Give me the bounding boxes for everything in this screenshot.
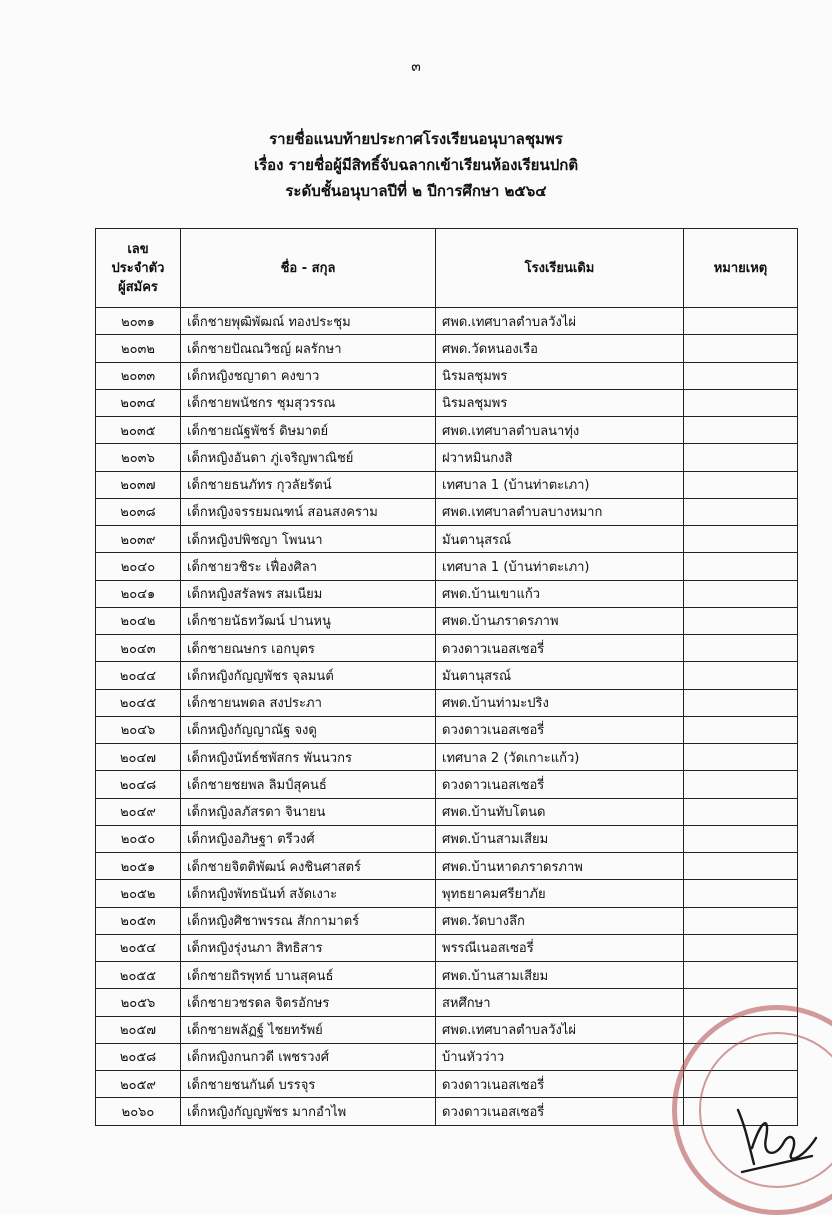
cell-remarks	[684, 389, 798, 416]
cell-name: เด็กหญิงจรรยมณฑน์ สอนสงคราม	[181, 498, 436, 525]
cell-name: เด็กชายจิตติพัฒน์ คงชินศาสตร์	[181, 853, 436, 880]
table-row	[96, 1016, 798, 1043]
cell-remarks	[684, 526, 798, 553]
cell-previous-school: ศพด.บ้านสามเสียม	[436, 962, 684, 989]
cell-previous-school: ดวงดาวเนอสเซอรี่	[436, 1098, 684, 1125]
cell-previous-school: ศพด.วัดบางลึก	[436, 907, 684, 934]
cell-applicant-id: ๒๐๓๘	[96, 498, 181, 525]
cell-applicant-id: ๒๐๓๒	[96, 335, 181, 362]
cell-remarks	[684, 308, 798, 335]
cell-remarks	[684, 498, 798, 525]
applicant-table	[95, 228, 798, 1126]
cell-previous-school: ศพด.เทศบาลตำบลบางหมาก	[436, 498, 684, 525]
cell-previous-school: ศพด.บ้านหาดภราดรภาพ	[436, 853, 684, 880]
table-row	[96, 825, 798, 852]
header-applicant-id: เลข ประจำตัว ผู้สมัคร	[96, 229, 181, 308]
table-row	[96, 662, 798, 689]
cell-remarks	[684, 335, 798, 362]
table-row	[96, 771, 798, 798]
cell-name: เด็กชายชยพล ลิมป์สุคนธ์	[181, 771, 436, 798]
cell-name: เด็กชายณัฐพัชร์ ดิษมาตย์	[181, 417, 436, 444]
cell-previous-school: ดวงดาวเนอสเซอรี่	[436, 635, 684, 662]
cell-remarks	[684, 607, 798, 634]
cell-previous-school: มันตานุสรณ์	[436, 526, 684, 553]
table-header-row	[96, 229, 798, 308]
cell-remarks	[684, 362, 798, 389]
cell-applicant-id: ๒๐๕๗	[96, 1016, 181, 1043]
cell-applicant-id: ๒๐๔๖	[96, 716, 181, 743]
cell-name: เด็กชายพลัฏฐ์ ไชยทรัพย์	[181, 1016, 436, 1043]
cell-previous-school: เทศบาล 1 (บ้านท่าตะเภา)	[436, 471, 684, 498]
table-row	[96, 635, 798, 662]
cell-remarks	[684, 907, 798, 934]
heading-line-3: ระดับชั้นอนุบาลปีที่ ๒ ปีการศึกษา ๒๕๖๔	[285, 182, 547, 200]
cell-previous-school: ดวงดาวเนอสเซอรี่	[436, 771, 684, 798]
document-heading	[0, 126, 832, 204]
cell-remarks	[684, 662, 798, 689]
cell-name: เด็กชายปัณณวิชญ์ ผลรักษา	[181, 335, 436, 362]
cell-remarks	[684, 716, 798, 743]
cell-applicant-id: ๒๐๓๖	[96, 444, 181, 471]
cell-previous-school: นิรมลชุมพร	[436, 362, 684, 389]
cell-previous-school: ศพด.บ้านทับโตนด	[436, 798, 684, 825]
cell-name: เด็กหญิงกัญญพัชร จุลมนต์	[181, 662, 436, 689]
cell-previous-school: ศพด.บ้านสามเสียม	[436, 825, 684, 852]
table-row	[96, 989, 798, 1016]
cell-applicant-id: ๒๐๔๔	[96, 662, 181, 689]
cell-name: เด็กชายณษกร เอกบุตร	[181, 635, 436, 662]
cell-applicant-id: ๒๐๔๗	[96, 744, 181, 771]
table-row	[96, 498, 798, 525]
cell-remarks	[684, 771, 798, 798]
cell-applicant-id: ๒๐๕๘	[96, 1043, 181, 1070]
cell-remarks	[684, 635, 798, 662]
table-row	[96, 417, 798, 444]
cell-applicant-id: ๒๐๓๗	[96, 471, 181, 498]
cell-previous-school: ศพด.เทศบาลตำบลนาทุ่ง	[436, 417, 684, 444]
cell-remarks	[684, 444, 798, 471]
cell-applicant-id: ๒๐๕๖	[96, 989, 181, 1016]
table-row	[96, 444, 798, 471]
cell-applicant-id: ๒๐๓๙	[96, 526, 181, 553]
cell-previous-school: ศพด.บ้านท่ามะปริง	[436, 689, 684, 716]
cell-name: เด็กหญิงลภัสรดา จินายน	[181, 798, 436, 825]
table-row	[96, 580, 798, 607]
cell-name: เด็กชายนพดล สงประภา	[181, 689, 436, 716]
cell-name: เด็กหญิงอันดา ภู่เจริญพาณิชย์	[181, 444, 436, 471]
cell-name: เด็กหญิงศิชาพรรณ สักกามาตร์	[181, 907, 436, 934]
cell-remarks	[684, 962, 798, 989]
cell-remarks	[684, 880, 798, 907]
cell-previous-school: ดวงดาวเนอสเซอรี่	[436, 1071, 684, 1098]
cell-previous-school: ศพด.เทศบาลตำบลวังไผ่	[436, 1016, 684, 1043]
cell-remarks	[684, 825, 798, 852]
cell-previous-school: พุทธยาคมศรียาภัย	[436, 880, 684, 907]
header-name: ชื่อ - สกุล	[181, 229, 436, 308]
cell-previous-school: มันตานุสรณ์	[436, 662, 684, 689]
cell-name: เด็กชายพุฒิพัฒณ์ ทองประชุม	[181, 308, 436, 335]
header-previous-school: โรงเรียนเดิม	[436, 229, 684, 308]
cell-applicant-id: ๒๐๕๕	[96, 962, 181, 989]
cell-name: เด็กหญิงนัทธ์ชพัสกร พันนวกร	[181, 744, 436, 771]
cell-applicant-id: ๒๐๔๑	[96, 580, 181, 607]
cell-applicant-id: ๒๐๓๑	[96, 308, 181, 335]
cell-previous-school: ศพด.บ้านเขาแก้ว	[436, 580, 684, 607]
table-row	[96, 553, 798, 580]
cell-name: เด็กหญิงปพิชญา โพนนา	[181, 526, 436, 553]
cell-remarks	[684, 853, 798, 880]
cell-previous-school: พรรณีเนอสเซอรี่	[436, 934, 684, 961]
table-row	[96, 880, 798, 907]
cell-previous-school: บ้านหัวว่าว	[436, 1043, 684, 1070]
cell-previous-school: ศพด.บ้านภราดรภาพ	[436, 607, 684, 634]
cell-previous-school: นิรมลชุมพร	[436, 389, 684, 416]
table-row	[96, 716, 798, 743]
heading-line-1: รายชื่อแนบท้ายประกาศโรงเรียนอนุบาลชุมพร	[269, 130, 563, 148]
cell-name: เด็กชายนัธทวัฒน์ ปานหนู	[181, 607, 436, 634]
cell-previous-school: เทศบาล 1 (บ้านท่าตะเภา)	[436, 553, 684, 580]
table-row	[96, 389, 798, 416]
cell-applicant-id: ๒๐๔๐	[96, 553, 181, 580]
cell-name: เด็กหญิงชญาดา คงขาว	[181, 362, 436, 389]
table-row	[96, 335, 798, 362]
table-row	[96, 689, 798, 716]
cell-applicant-id: ๒๐๕๒	[96, 880, 181, 907]
cell-applicant-id: ๒๐๖๐	[96, 1098, 181, 1125]
cell-name: เด็กหญิงพัทธนันท์ สงัดเงาะ	[181, 880, 436, 907]
table-row	[96, 308, 798, 335]
table-row	[96, 934, 798, 961]
cell-remarks	[684, 580, 798, 607]
cell-applicant-id: ๒๐๔๘	[96, 771, 181, 798]
cell-previous-school: ศพด.วัดหนองเรือ	[436, 335, 684, 362]
table-row	[96, 471, 798, 498]
cell-previous-school: สหศึกษา	[436, 989, 684, 1016]
cell-applicant-id: ๒๐๕๓	[96, 907, 181, 934]
cell-name: เด็กชายชนกันต์ บรรจุร	[181, 1071, 436, 1098]
page-number: ๓	[411, 59, 421, 75]
table-row	[96, 798, 798, 825]
table-row	[96, 362, 798, 389]
cell-name: เด็กชายถิรพุทธ์ บานสุคนธ์	[181, 962, 436, 989]
table-row	[96, 526, 798, 553]
heading-line-2: เรื่อง รายชื่อผู้มีสิทธิ์จับฉลากเข้าเรียนห้องเรียนปกติ	[253, 156, 579, 174]
cell-name: เด็กหญิงรุ่งนภา สิทธิสาร	[181, 934, 436, 961]
cell-previous-school: เทศบาล 2 (วัดเกาะแก้ว)	[436, 744, 684, 771]
table-row	[96, 607, 798, 634]
cell-applicant-id: ๒๐๕๐	[96, 825, 181, 852]
signature	[732, 1098, 822, 1178]
cell-name: เด็กหญิงกัญญพัชร มากอำไพ	[181, 1098, 436, 1125]
cell-applicant-id: ๒๐๓๓	[96, 362, 181, 389]
cell-previous-school: ฝวาหมินกงสิ	[436, 444, 684, 471]
cell-remarks	[684, 553, 798, 580]
cell-name: เด็กชายธนภัทร กุวลัยรัตน์	[181, 471, 436, 498]
cell-applicant-id: ๒๐๕๙	[96, 1071, 181, 1098]
cell-applicant-id: ๒๐๔๙	[96, 798, 181, 825]
cell-remarks	[684, 934, 798, 961]
cell-name: เด็กหญิงกัญญาณัฐ จงดู	[181, 716, 436, 743]
cell-remarks	[684, 417, 798, 444]
table-row	[96, 962, 798, 989]
table-row	[96, 744, 798, 771]
cell-remarks	[684, 689, 798, 716]
table-row	[96, 853, 798, 880]
cell-applicant-id: ๒๐๕๔	[96, 934, 181, 961]
cell-name: เด็กชายวชิระ เฟื่องศิลา	[181, 553, 436, 580]
cell-name: เด็กหญิงอภิษฐา ตรีวงศ์	[181, 825, 436, 852]
cell-remarks	[684, 744, 798, 771]
cell-applicant-id: ๒๐๔๓	[96, 635, 181, 662]
cell-applicant-id: ๒๐๓๔	[96, 389, 181, 416]
cell-name: เด็กหญิงสรัลพร สมเนียม	[181, 580, 436, 607]
cell-applicant-id: ๒๐๕๑	[96, 853, 181, 880]
cell-name: เด็กหญิงกนกวดี เพชรวงศ์	[181, 1043, 436, 1070]
cell-remarks	[684, 471, 798, 498]
header-remarks: หมายเหตุ	[684, 229, 798, 308]
cell-previous-school: ดวงดาวเนอสเซอรี่	[436, 716, 684, 743]
cell-previous-school: ศพด.เทศบาลตำบลวังไผ่	[436, 308, 684, 335]
cell-name: เด็กชายวชรดล จิตรอักษร	[181, 989, 436, 1016]
cell-name: เด็กชายพนัชกร ชุมสุวรรณ	[181, 389, 436, 416]
cell-remarks	[684, 798, 798, 825]
cell-applicant-id: ๒๐๔๒	[96, 607, 181, 634]
cell-applicant-id: ๒๐๓๕	[96, 417, 181, 444]
table-row	[96, 907, 798, 934]
cell-applicant-id: ๒๐๔๕	[96, 689, 181, 716]
